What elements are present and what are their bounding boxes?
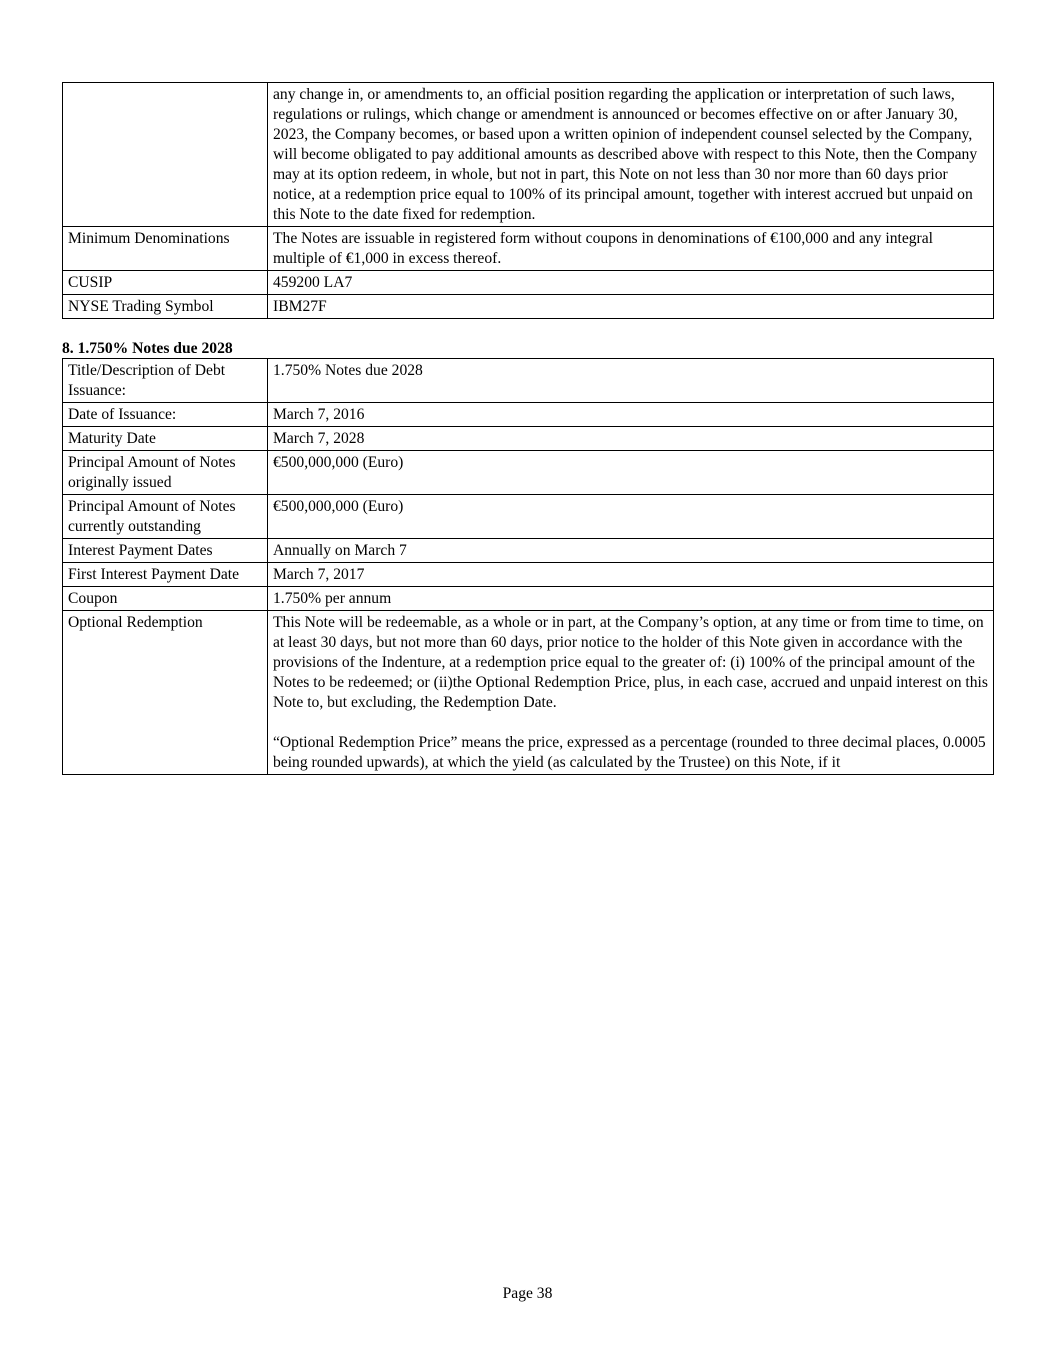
- redemption-paragraph: This Note will be redeemable, as a whole or in part, at the Company’s option, at any time or from time to time, on at least 30 days, but not more than 60 days, prior notice to the holder of this Note given in accordance with the provisions of the Indenture, at a redemption price equal to the greater of: (i) 100% of the principal amount of the Notes to be redeemed; or (ii)the Optional Redemption Price, plus, in each case, accrued and unpaid interest on this Note to, but excluding, the Redemption Date.: [273, 614, 988, 711]
- term-value: any change in, or amendments to, an official position regarding the application or interpretation of such laws, regulations or rulings, which change or amendment is announced or becomes effective on or after January 30, 2023, the Company becomes, or based upon a written opinion of independent counsel selected by the Company, will become obligated to pay additional amounts as described above with respect to this Note, then the Company may at its option redeem, in whole, but not in part, this Note on not less than 30 nor more than 60 days prior notice, at a redemption price equal to 100% of its principal amount, together with interest accrued but unpaid on this Note to the date fixed for redemption.: [268, 83, 994, 227]
- table-row: [63, 83, 994, 227]
- term-label: NYSE Trading Symbol: [63, 295, 268, 319]
- continued-terms-table: [62, 82, 994, 319]
- term-label: Optional Redemption: [63, 611, 268, 775]
- term-value: 459200 LA7: [268, 271, 994, 295]
- term-value: 1.750% Notes due 2028: [268, 359, 994, 403]
- table-row: [63, 495, 994, 539]
- table-row: [63, 271, 994, 295]
- term-value: IBM27F: [268, 295, 994, 319]
- table-row: [63, 451, 994, 495]
- redemption-price-paragraph: “Optional Redemption Price” means the price, expressed as a percentage (rounded to three decimal places, 0.0005 being rounded upwards), at which the yield (as calculated by the Trustee) on this Note, if it: [273, 734, 986, 771]
- term-value: March 7, 2016: [268, 403, 994, 427]
- page-content: [62, 82, 993, 775]
- section-heading: 8. 1.750% Notes due 2028: [62, 340, 233, 357]
- term-value: March 7, 2017: [268, 563, 994, 587]
- term-label: Maturity Date: [63, 427, 268, 451]
- term-label: Minimum Denominations: [63, 227, 268, 271]
- table-row: [63, 539, 994, 563]
- term-label: [63, 83, 268, 227]
- table-row: [63, 611, 994, 775]
- term-value: [268, 611, 994, 775]
- term-label: Title/Description of Debt Issuance:: [63, 359, 268, 403]
- term-value: The Notes are issuable in registered form without coupons in denominations of €100,000 and any integral multiple of €1,000 in excess thereof.: [268, 227, 994, 271]
- notes-2028-terms-table: [62, 358, 994, 775]
- term-value: March 7, 2028: [268, 427, 994, 451]
- table-row: [63, 227, 994, 271]
- table-row: [63, 563, 994, 587]
- page-number: Page 38: [502, 1285, 553, 1302]
- table-row: [63, 427, 994, 451]
- term-value: €500,000,000 (Euro): [268, 451, 994, 495]
- table-row: [63, 403, 994, 427]
- paragraph-spacer: [273, 713, 988, 733]
- table-row: [63, 295, 994, 319]
- term-value: Annually on March 7: [268, 539, 994, 563]
- table-row: [63, 587, 994, 611]
- term-label: CUSIP: [63, 271, 268, 295]
- term-value: €500,000,000 (Euro): [268, 495, 994, 539]
- term-value: 1.750% per annum: [268, 587, 994, 611]
- term-label: Principal Amount of Notes originally issued: [63, 451, 268, 495]
- table-row: [63, 359, 994, 403]
- term-label: Interest Payment Dates: [63, 539, 268, 563]
- term-label: Coupon: [63, 587, 268, 611]
- term-label: Principal Amount of Notes currently outstanding: [63, 495, 268, 539]
- term-label: Date of Issuance:: [63, 403, 268, 427]
- term-label: First Interest Payment Date: [63, 563, 268, 587]
